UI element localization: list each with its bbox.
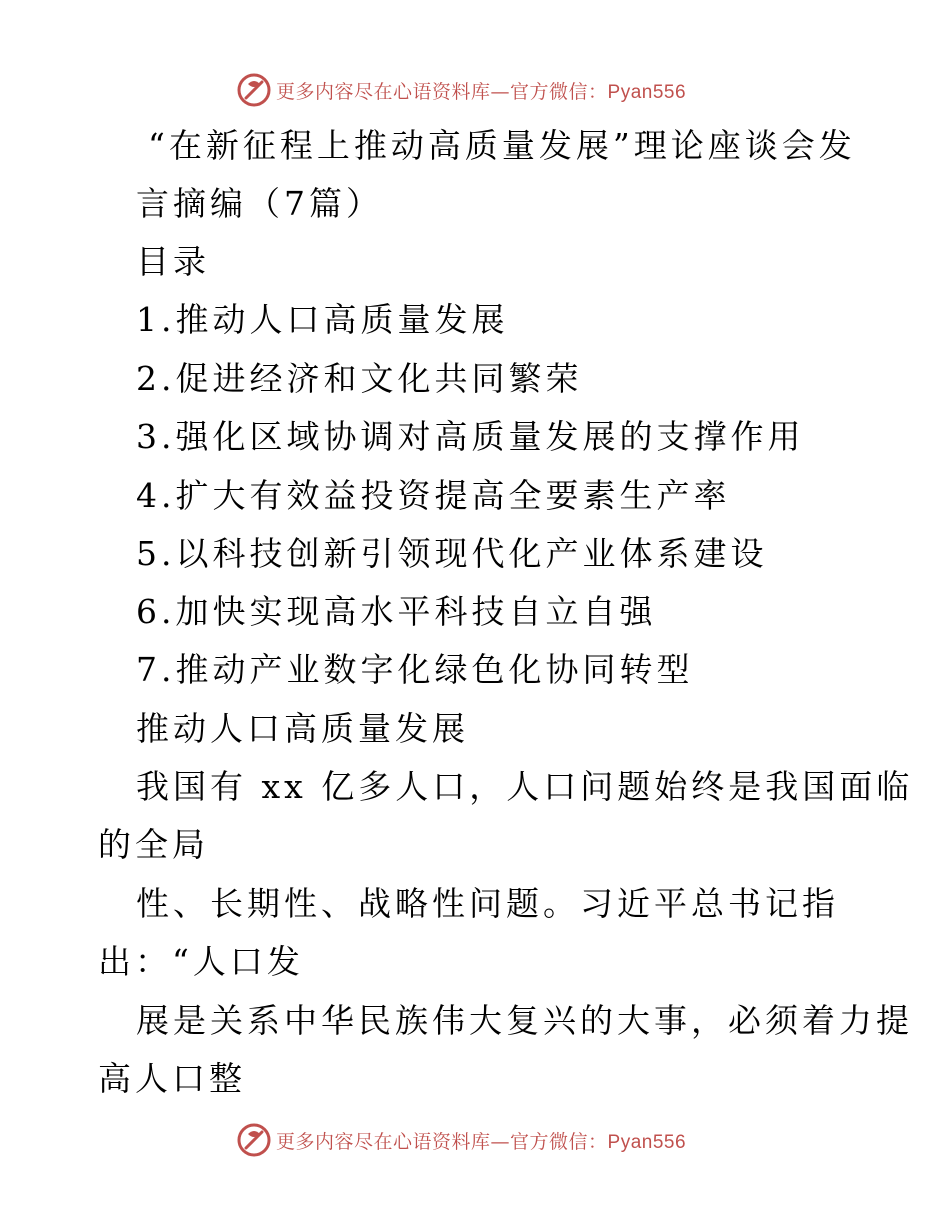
toc-item-2: 2.促进经济和文化共同繁荣 — [136, 359, 583, 398]
footer-banner — [236, 1122, 686, 1158]
toc-item-1: 1.推动人口高质量发展 — [136, 300, 509, 339]
footer-banner-text: 更多内容尽在心语资料库—官方微信： — [276, 1130, 608, 1153]
body-line-6: 高人口整 — [98, 1059, 246, 1098]
header-banner-text: 更多内容尽在心语资料库—官方微信： — [276, 80, 608, 103]
header-banner — [236, 72, 686, 108]
toc-item-5: 5.以科技创新引领现代化产业体系建设 — [136, 534, 768, 573]
header-wechat-id: Pyan556 — [607, 81, 687, 103]
section-heading: 推动人口高质量发展 — [136, 709, 469, 748]
toc-item-4: 4.扩大有效益投资提高全要素生产率 — [136, 476, 731, 515]
footer-wechat-id: Pyan556 — [607, 1131, 687, 1153]
body-line-1: 我国有 xx 亿多人口，人口问题始终是我国面临 — [136, 767, 914, 806]
body-line-2: 的全局 — [98, 825, 209, 864]
toc-item-7: 7.推动产业数字化绿色化协同转型 — [136, 650, 694, 689]
toc-item-6: 6.加快实现高水平科技自立自强 — [136, 592, 657, 631]
document-title-line-2: 言摘编（7篇） — [136, 184, 383, 223]
body-line-3: 性、长期性、战略性问题。习近平总书记指 — [136, 884, 839, 923]
toc-heading: 目录 — [136, 242, 210, 281]
document-title-line-1: “在新征程上推动高质量发展”理论座谈会发 — [148, 126, 856, 165]
toc-item-3: 3.强化区域协调对高质量发展的支撑作用 — [136, 417, 805, 456]
brand-logo-icon — [236, 72, 272, 108]
body-line-5: 展是关系中华民族伟大复兴的大事，必须着力提 — [136, 1001, 913, 1040]
brand-logo-icon — [236, 1122, 272, 1158]
body-line-4: 出：“人口发 — [98, 942, 304, 981]
